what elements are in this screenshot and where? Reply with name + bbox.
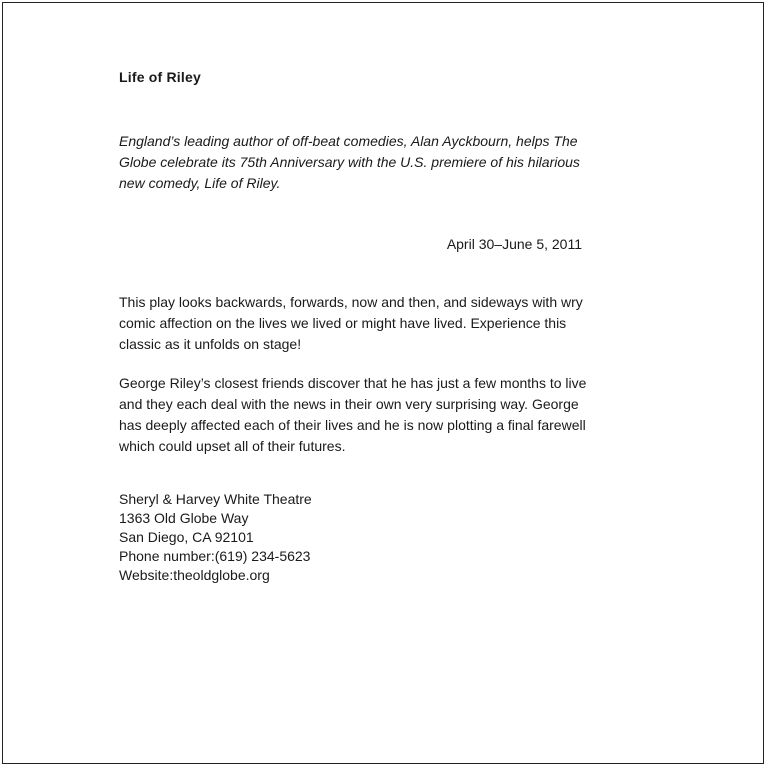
venue-phone: Phone number:(619) 234-5623 [119, 548, 311, 564]
venue-website: Website:theoldglobe.org [119, 567, 270, 583]
page-title: Life of Riley [119, 69, 201, 85]
venue-street: 1363 Old Globe Way [119, 510, 249, 526]
description-paragraph-2: George Riley’s closest friends discover that he has just a few months to live and they each deal with the news in their own very surprising way. George has deeply affected each of their lives and he is now plotting a final farewell which could upset all of their futures. [119, 375, 587, 454]
venue-city: San Diego, CA 92101 [119, 529, 254, 545]
description-paragraph-1: This play looks backwards, forwards, now and then, and sideways with wry comic affection on the lives we lived or might have lived. Experience this classic as it unfolds on stage! [119, 294, 583, 352]
venue-address-block [119, 490, 312, 585]
intro-text: England’s leading author of off-beat comedies, Alan Ayckbourn, helps The Globe celebrate its 75th Anniversary with the U.S. premiere of his hilarious new comedy, Life of Riley. [119, 133, 580, 191]
page-frame [2, 2, 764, 764]
venue-name: Sheryl & Harvey White Theatre [119, 491, 312, 507]
run-dates: April 30–June 5, 2011 [446, 236, 582, 252]
